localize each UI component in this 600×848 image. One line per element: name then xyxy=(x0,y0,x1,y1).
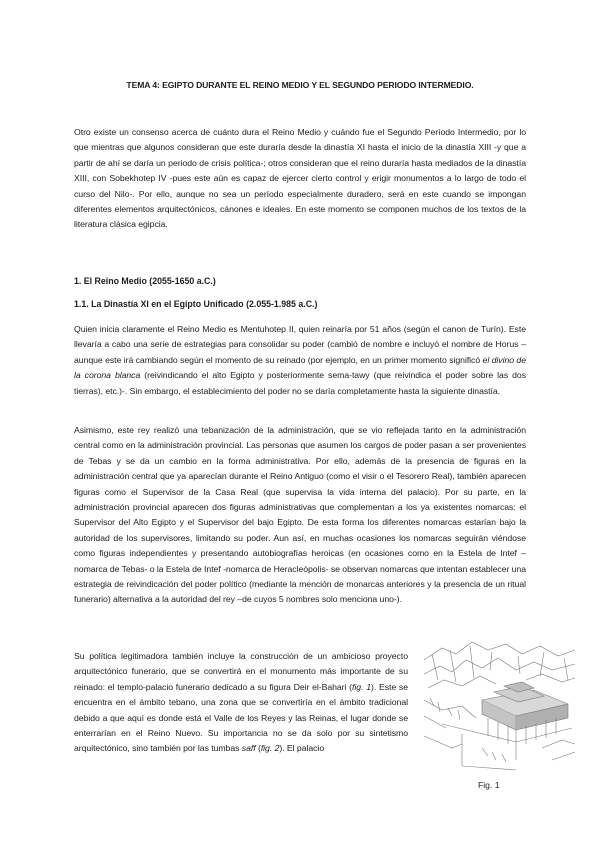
figure-caption: Fig. 1 xyxy=(478,780,500,790)
paragraph-deir-el-bahari xyxy=(74,649,408,757)
text-run: ( xyxy=(255,743,261,754)
text-run: ). Este se encuentra en el ámbito tebano, una zona que se convertiría en el ámbito tradicional debido a que aquí es donde está el Valle de los Reyes y las Reinas, el lugar donde se enterrarían en el Reino Nuevo. Su importancia no se da solo por su sintetismo arquitectónico, sino también por las tumbas xyxy=(74,681,408,754)
figure-reference: fig. 1 xyxy=(352,681,371,692)
italic-term: saff xyxy=(241,743,256,754)
subsection-heading-dinastia-xi: 1.1. La Dinastía XI en el Egipto Unificado (2.055-1.985 a.C.) xyxy=(74,299,318,309)
temple-sketch-image xyxy=(422,640,577,772)
document-title: TEMA 4: EGIPTO DURANTE EL REINO MEDIO Y EL SEGUNDO PERIODO INTERMEDIO. xyxy=(126,80,474,90)
paragraph-administracion: Asimismo, este rey realizó una tebanización de la administración, que se vio reflejada tanto en la administración central como en la administración provincial. Las personas que asumen los cargos de poder pasan a ser provenientes de Tebas y se da un cambio en la forma administrativa. Por ello, además de la presencia de figuras en la administración central que ya aparecían durante el Reino Antiguo (como el visir o el Tesorero Real), también aparecen figuras como el Supervisor de la Casa Real (que supervisa la vida interna del palacio). Por su parte, en la administración provincial aparecen dos figuras administrativas que complementan a los ya existentes nomarcas: el Supervisor del Alto Egipto y el Supervisor del bajo Egipto. De esta forma los diferentes nomarcas estarían bajo la autoridad de los supervisores, limitando su poder. Aun así, en muchas ocasiones los nomarcas seguirán viéndose como figuras independientes y presentando autobiografías heroicas (en ocasiones como en la Estela de Intef –nomarca de Tebas- o la Estela de Intef -nomarca de Heracleópolis- se observan nomarcas que intentan establecer una estrategia de reivindicación del poder político (mediante la mención de monarcas anteriores y la presencia de un ritual funerario) alternativa a la autoridad del rey –de cuyos 5 nombres solo menciona uno-). xyxy=(74,425,526,605)
italic-epithet: el divino de la corona blanca xyxy=(74,354,526,381)
text-run: (reivindicando el alto Egipto y posteriormente sema-tawy (que reivindica el poder sobre las dos tierras), etc.)-. Sin embargo, el establecimiento del poder no se daría completamente hasta la siguiente dinastía. xyxy=(74,370,526,396)
paragraph-mentuhotep xyxy=(74,322,526,399)
figure-reference: fig. 2 xyxy=(260,743,280,754)
text-run: Su política legitimadora también incluye la construcción de un ambicioso proyecto arquitectónico funerario, que se convertirá en el monumento más importante de su reinado: el templo-palacio funerario dedicado a su figura Deir el-Bahari ( xyxy=(74,651,408,692)
intro-paragraph: Otro existe un consenso acerca de cuánto dura el Reino Medio y cuándo fue el Segundo Período Intermedio, por lo que mientras que algunos consideran que este duraría desde la dinastía XI hasta el inicio de la dinastía XIII -y que a partir de ahí se daría un periodo de crisis política-; otros consideran que el reino duraría hasta mediados de la dinastía XIII, con Sobekhotep IV -pues este aún es capaz de ejercer cierto control y erigir monumentos a lo largo de todo el curso del Nilo-. Por ello, aunque no sea un período especialmente duradero, será en este cuando se impongan diferentes elementos arquitectónicos, cánones e ideales. En este momento se componen muchos de los textos de la literatura clásica egipcia. xyxy=(74,127,526,230)
text-run: ). El palacio xyxy=(279,743,325,754)
section-heading-reino-medio: 1. El Reino Medio (2055-1650 a.C.) xyxy=(74,276,216,286)
text-run: Quien inicia claramente el Reino Medio es Mentuhotep II, quien reinaría por 51 años (según el canon de Turín). Este llevaría a cabo una serie de estrategias para consolidar su poder (cambió de nombre e incluyó el nombre de Horus –aunque este irá cambiando según el momento de su reinado (por ejemplo, en un primer momento significó xyxy=(74,324,526,365)
